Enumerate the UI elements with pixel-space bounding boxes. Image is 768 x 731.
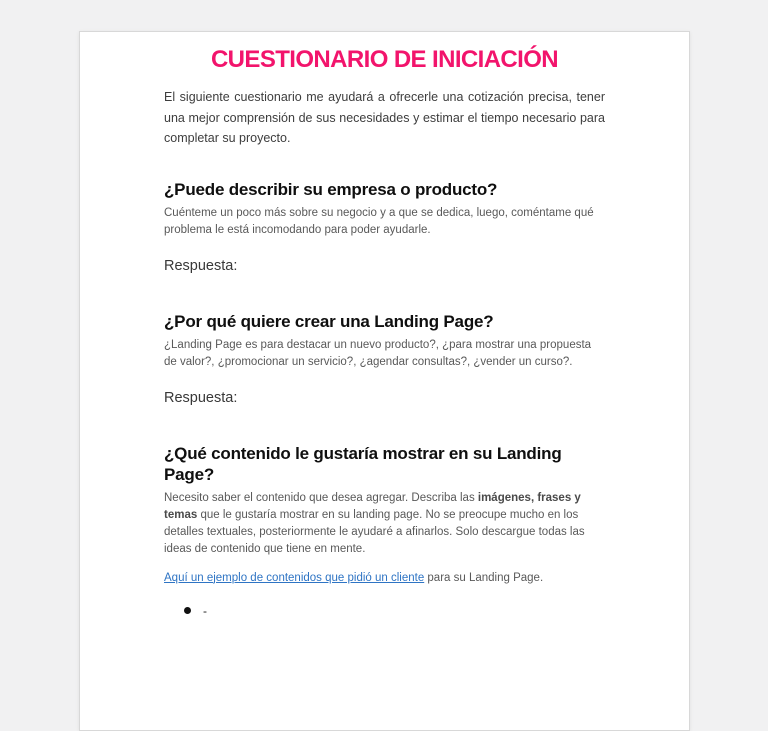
question-section-content (164, 443, 605, 618)
document-page (79, 31, 690, 731)
question-section-company (164, 179, 605, 274)
content-bullet-list (164, 604, 605, 618)
question-description (164, 490, 605, 558)
question-section-why-landing-page (164, 311, 605, 406)
client-example-link[interactable]: Aquí un ejemplo de contenidos que pidió un cliente (164, 571, 425, 584)
example-link-line (164, 570, 605, 587)
question-description: Cuénteme un poco más sobre su negocio y a que se dedica, luego, coméntame qué problema le está incomodando para poder ayudarle. (164, 206, 594, 236)
document-title: CUESTIONARIO DE INICIACIÓN (210, 46, 559, 73)
list-item-text: - (203, 603, 207, 618)
description-text-bold: imágenes, frases y temas (164, 491, 581, 521)
question-description: ¿Landing Page es para destacar un nuevo producto?, ¿para mostrar una propuesta de valor?, ¿promocionar un servicio?, ¿agendar consultas?, ¿vender un curso?. (164, 338, 592, 368)
answer-label: Respuesta: (164, 389, 238, 406)
intro-paragraph: El siguiente cuestionario me ayudará a ofrecerle una cotización precisa, tener una mejor comprensión de sus necesidades y estimar el tiempo necesario para completar su proyecto. (164, 90, 605, 145)
description-text-end: que le gustaría mostrar en su landing page. No se preocupe mucho en los detalles textuales, posteriormente le ayudaré a afinarlos. Solo descargue todas las ideas de contenido que tiene en mente. (164, 508, 585, 555)
question-heading: ¿Por qué quiere crear una Landing Page? (164, 311, 494, 331)
link-suffix-text: para su Landing Page. (424, 571, 544, 584)
bullet-dot-icon (184, 607, 191, 614)
question-heading: ¿Puede describir su empresa o producto? (164, 179, 498, 199)
list-item (164, 604, 605, 618)
description-text-start: Necesito saber el contenido que desea agregar. Describa las (164, 491, 478, 504)
question-heading: ¿Qué contenido le gustaría mostrar en su Landing Page? (164, 443, 562, 484)
answer-label: Respuesta: (164, 257, 238, 274)
